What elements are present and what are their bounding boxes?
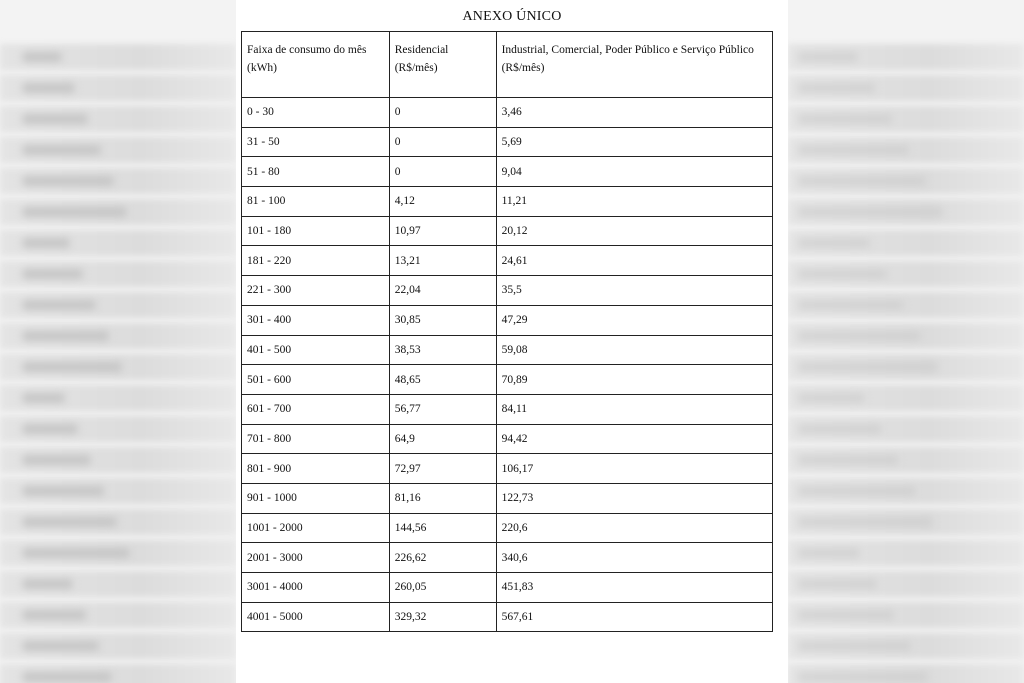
blurred-text [798,424,882,434]
table-header-row [242,32,773,98]
cell-residential-value: 72,97 [389,454,496,484]
blurred-text [22,579,73,589]
table-row [242,543,773,573]
blurred-text [798,393,865,403]
cell-industrial-value: 35,5 [496,276,772,306]
cell-industrial-value: 106,17 [496,454,772,484]
cell-industrial-value: 20,12 [496,216,772,246]
cell-industrial-value: 340,6 [496,543,772,573]
cell-residential-value: 13,21 [389,246,496,276]
blurred-text [798,455,899,465]
cell-industrial-value: 567,61 [496,602,772,632]
blurred-text [798,672,928,682]
blurred-text [22,641,99,651]
blurred-text [22,424,78,434]
table-row [242,424,773,454]
table-row [242,483,773,513]
cell-consumption-range: 31 - 50 [242,127,390,157]
cell-industrial-value: 220,6 [496,513,772,543]
header-consumption-range: Faixa de consumo do mês (kWh) [242,32,390,98]
table-row [242,513,773,543]
blurred-text [22,52,62,62]
blurred-text [798,114,892,124]
cell-residential-value: 144,56 [389,513,496,543]
cell-residential-value: 81,16 [389,483,496,513]
blurred-text [798,548,860,558]
document-page [236,0,788,683]
cell-consumption-range: 401 - 500 [242,335,390,365]
blurred-text [22,176,114,186]
header-residential: Residencial (R$/mês) [389,32,496,98]
blurred-text [22,517,117,527]
blurred-text [22,207,127,217]
cell-industrial-value: 24,61 [496,246,772,276]
cell-industrial-value: 70,89 [496,365,772,395]
table-row [242,305,773,335]
blurred-text [798,145,909,155]
blurred-backdrop-left [0,0,236,683]
blurred-text [22,114,88,124]
table-row [242,276,773,306]
blurred-text [22,83,75,93]
table-row [242,394,773,424]
cell-consumption-range: 4001 - 5000 [242,602,390,632]
blurred-text [798,610,894,620]
table-row [242,573,773,603]
cell-industrial-value: 47,29 [496,305,772,335]
cell-consumption-range: 0 - 30 [242,98,390,128]
cell-residential-value: 64,9 [389,424,496,454]
blurred-text [22,362,122,372]
cell-industrial-value: 59,08 [496,335,772,365]
cell-consumption-range: 1001 - 2000 [242,513,390,543]
cell-residential-value: 4,12 [389,187,496,217]
cell-consumption-range: 601 - 700 [242,394,390,424]
tariff-table [241,31,773,632]
cell-consumption-range: 181 - 220 [242,246,390,276]
table-row [242,246,773,276]
blurred-text [798,300,904,310]
cell-industrial-value: 84,11 [496,394,772,424]
cell-consumption-range: 81 - 100 [242,187,390,217]
table-row [242,216,773,246]
table-row [242,157,773,187]
cell-consumption-range: 901 - 1000 [242,483,390,513]
blurred-text [798,269,887,279]
blurred-text [22,269,83,279]
cell-residential-value: 30,85 [389,305,496,335]
blurred-text [798,207,943,217]
blurred-text [22,486,104,496]
cell-residential-value: 38,53 [389,335,496,365]
table-body [242,98,773,632]
blurred-backdrop-right [788,0,1024,683]
cell-industrial-value: 451,83 [496,573,772,603]
table-row [242,602,773,632]
cell-consumption-range: 301 - 400 [242,305,390,335]
cell-residential-value: 10,97 [389,216,496,246]
blurred-text [22,393,65,403]
cell-residential-value: 56,77 [389,394,496,424]
blurred-text [798,641,911,651]
blurred-text [798,579,877,589]
blurred-text [798,517,933,527]
blurred-text [22,300,96,310]
table-row [242,365,773,395]
cell-consumption-range: 2001 - 3000 [242,543,390,573]
cell-residential-value: 48,65 [389,365,496,395]
blurred-text [798,331,921,341]
blurred-text [798,83,875,93]
cell-residential-value: 22,04 [389,276,496,306]
blurred-text [798,486,916,496]
cell-consumption-range: 801 - 900 [242,454,390,484]
cell-residential-value: 0 [389,98,496,128]
cell-industrial-value: 9,04 [496,157,772,187]
cell-residential-value: 260,05 [389,573,496,603]
blurred-text [798,52,858,62]
cell-industrial-value: 5,69 [496,127,772,157]
cell-residential-value: 0 [389,157,496,187]
blurred-text [22,610,86,620]
blurred-text [798,238,870,248]
cell-residential-value: 329,32 [389,602,496,632]
blurred-text [22,672,112,682]
cell-consumption-range: 3001 - 4000 [242,573,390,603]
cell-industrial-value: 122,73 [496,483,772,513]
cell-residential-value: 0 [389,127,496,157]
blurred-text [22,455,91,465]
cell-consumption-range: 701 - 800 [242,424,390,454]
cell-industrial-value: 3,46 [496,98,772,128]
cell-consumption-range: 501 - 600 [242,365,390,395]
blurred-text [22,238,70,248]
cell-residential-value: 226,62 [389,543,496,573]
table-row [242,127,773,157]
document-title: ANEXO ÚNICO [462,9,562,24]
table-row [242,335,773,365]
cell-consumption-range: 51 - 80 [242,157,390,187]
header-industrial-commercial: Industrial, Comercial, Poder Público e Serviço Público (R$/mês) [496,32,772,98]
blurred-text [798,176,926,186]
table-row [242,187,773,217]
cell-industrial-value: 11,21 [496,187,772,217]
cell-industrial-value: 94,42 [496,424,772,454]
cell-consumption-range: 101 - 180 [242,216,390,246]
blurred-text [22,331,109,341]
blurred-text [22,548,130,558]
table-row [242,98,773,128]
cell-consumption-range: 221 - 300 [242,276,390,306]
blurred-text [22,145,101,155]
table-row [242,454,773,484]
blurred-text [798,362,938,372]
